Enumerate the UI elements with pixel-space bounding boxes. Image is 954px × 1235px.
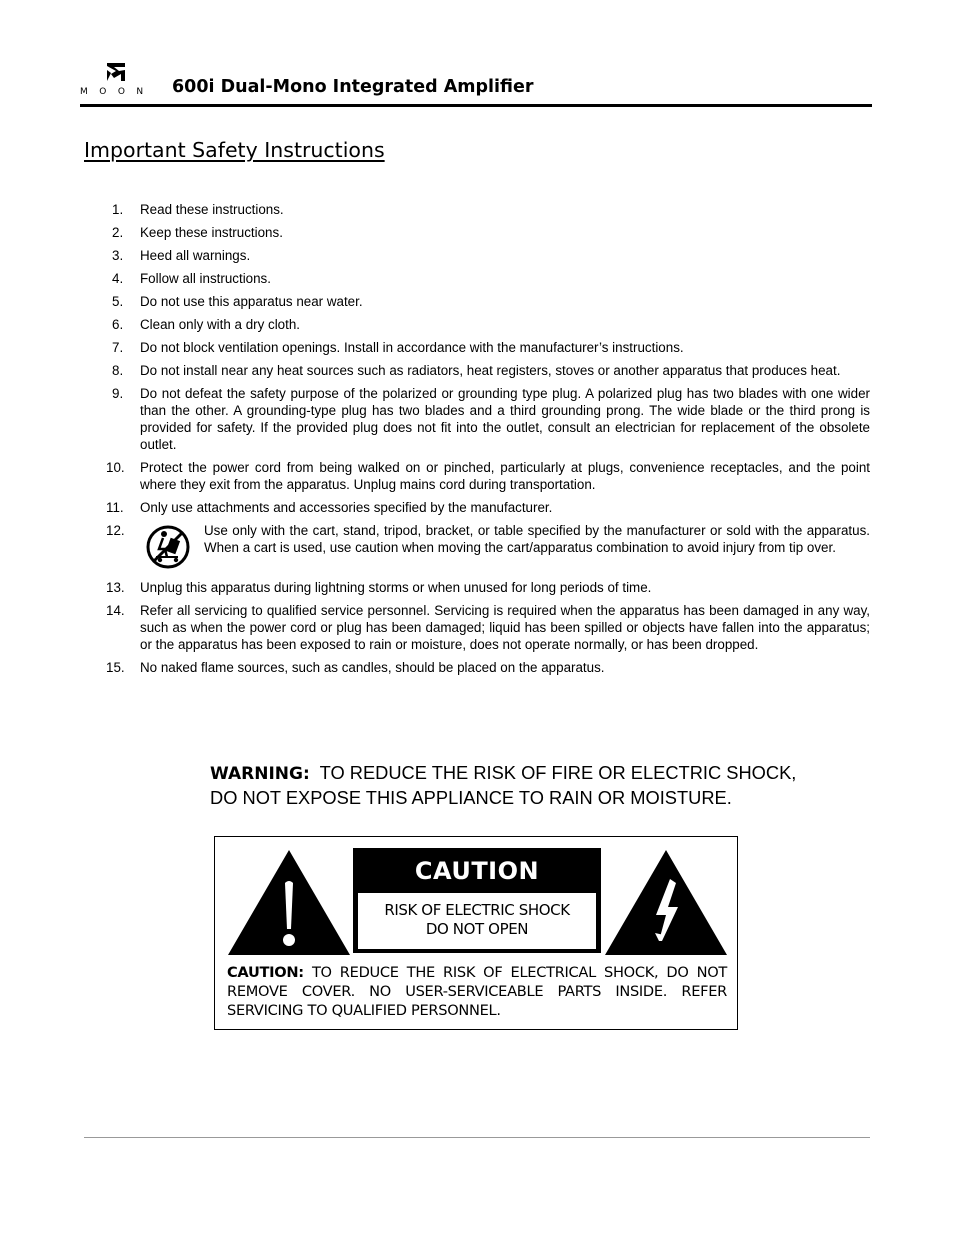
item-text: Do not block ventilation openings. Install in accordance with the manufacturer’s instructions. [140, 340, 684, 355]
caution-inner-box [358, 893, 596, 949]
list-item [106, 224, 870, 241]
item-text: Heed all warnings. [140, 248, 251, 263]
list-item [106, 201, 870, 218]
item-number: 13. [106, 580, 125, 595]
item-number: 12. [106, 523, 125, 538]
item-text: Only use attachments and accessories specified by the manufacturer. [140, 500, 553, 515]
item-text: Do not defeat the safety purpose of the polarized or grounding type plug. A polarized plug has two blades with one wider than the other. A grounding-type plug has two blades and a third grounding prong. The wide blade or the third prong is provided for safety. If the provided plug does not fit into the outlet, consult an electrician for replacement of the obsolete outlet. [140, 386, 870, 452]
item-text: Use only with the cart, stand, tripod, bracket, or table specified by the manufacturer or sold with the apparatus. When a cart is used, use caution when moving the cart/apparatus combination to avoid injury from tip over. [204, 523, 870, 555]
footer-divider [84, 1137, 870, 1138]
page-title: Important Safety Instructions [84, 138, 385, 162]
caution-inner-line-2: DO NOT OPEN [425, 920, 529, 938]
logo-wordmark: MOON [80, 87, 155, 97]
list-item [106, 602, 870, 653]
list-item [106, 385, 870, 453]
list-item [106, 293, 870, 310]
caution-panel [353, 848, 601, 953]
item-text: Clean only with a dry cloth. [140, 317, 301, 332]
warning-line-1 [210, 761, 850, 786]
item-number: 10. [106, 460, 125, 475]
item-number: 6. [112, 317, 124, 332]
item-text: Keep these instructions. [140, 225, 283, 240]
item-text: Refer all servicing to qualified service personnel. Servicing is required when the apparatus has been damaged in any way, such as when the power cord or plug has been damaged; liquid has been spilled or objects have fallen into the apparatus; or the apparatus has been exposed to rain or moisture, does not operate normally, or has been dropped. [140, 603, 870, 652]
item-text: Unplug this apparatus during lightning storms or when unused for long periods of time. [140, 580, 652, 595]
item-number: 14. [106, 603, 125, 618]
list-item [106, 459, 870, 493]
exclamation-triangle-icon [227, 849, 351, 956]
list-item [106, 362, 870, 379]
list-item [106, 522, 870, 573]
caution-text-label: CAUTION: [227, 964, 304, 981]
safety-instructions-list [106, 201, 870, 682]
caution-text-body: TO REDUCE THE RISK OF ELECTRICAL SHOCK, DO NOT REMOVE COVER. NO USER-SERVICEABLE PARTS INSIDE. REFER SERVICING TO QUALIFIED PERSONNEL. [227, 964, 728, 1019]
list-item [106, 499, 870, 516]
item-number: 9. [112, 386, 124, 401]
caution-label-box [214, 836, 738, 1030]
item-text: Do not use this apparatus near water. [140, 294, 363, 309]
list-item [106, 316, 870, 333]
item-number: 7. [112, 340, 124, 355]
item-number: 8. [112, 363, 124, 378]
item-text: Read these instructions. [140, 202, 284, 217]
product-title: 600i Dual-Mono Integrated Amplifier [172, 77, 534, 97]
item-text: No naked flame sources, such as candles, should be placed on the apparatus. [140, 660, 605, 675]
caution-heading: CAUTION [414, 857, 540, 885]
caution-text [227, 963, 727, 1020]
list-item [106, 339, 870, 356]
list-item [106, 659, 870, 676]
warning-text-1: TO REDUCE THE RISK OF FIRE OR ELECTRIC SHOCK, [319, 762, 797, 783]
item-text: Protect the power cord from being walked on or pinched, particularly at plugs, convenience receptacles, and the point where they exit from the apparatus. Unplug mains cord during transportation. [140, 460, 870, 492]
item-number: 5. [112, 294, 124, 309]
warning-label: WARNING: [210, 764, 310, 784]
list-item [106, 247, 870, 264]
page-header [80, 60, 872, 107]
lightning-triangle-icon [604, 849, 728, 956]
item-number: 4. [112, 271, 124, 286]
cart-tipover-icon [146, 525, 190, 569]
item-number: 1. [112, 202, 124, 217]
warning-notice [210, 761, 850, 809]
caution-inner-line-1: RISK OF ELECTRIC SHOCK [384, 901, 570, 919]
item-number: 2. [112, 225, 124, 240]
moon-logo [80, 60, 156, 98]
moon-logo-icon [105, 62, 127, 82]
item-number: 3. [112, 248, 124, 263]
list-item [106, 270, 870, 287]
warning-text-2: DO NOT EXPOSE THIS APPLIANCE TO RAIN OR MOISTURE. [210, 787, 732, 808]
item-number: 11. [106, 500, 124, 515]
item-text: Follow all instructions. [140, 271, 271, 286]
list-item [106, 579, 870, 596]
item-number: 15. [106, 660, 125, 675]
item-text: Do not install near any heat sources such as radiators, heat registers, stoves or another apparatus that produces heat. [140, 363, 841, 378]
